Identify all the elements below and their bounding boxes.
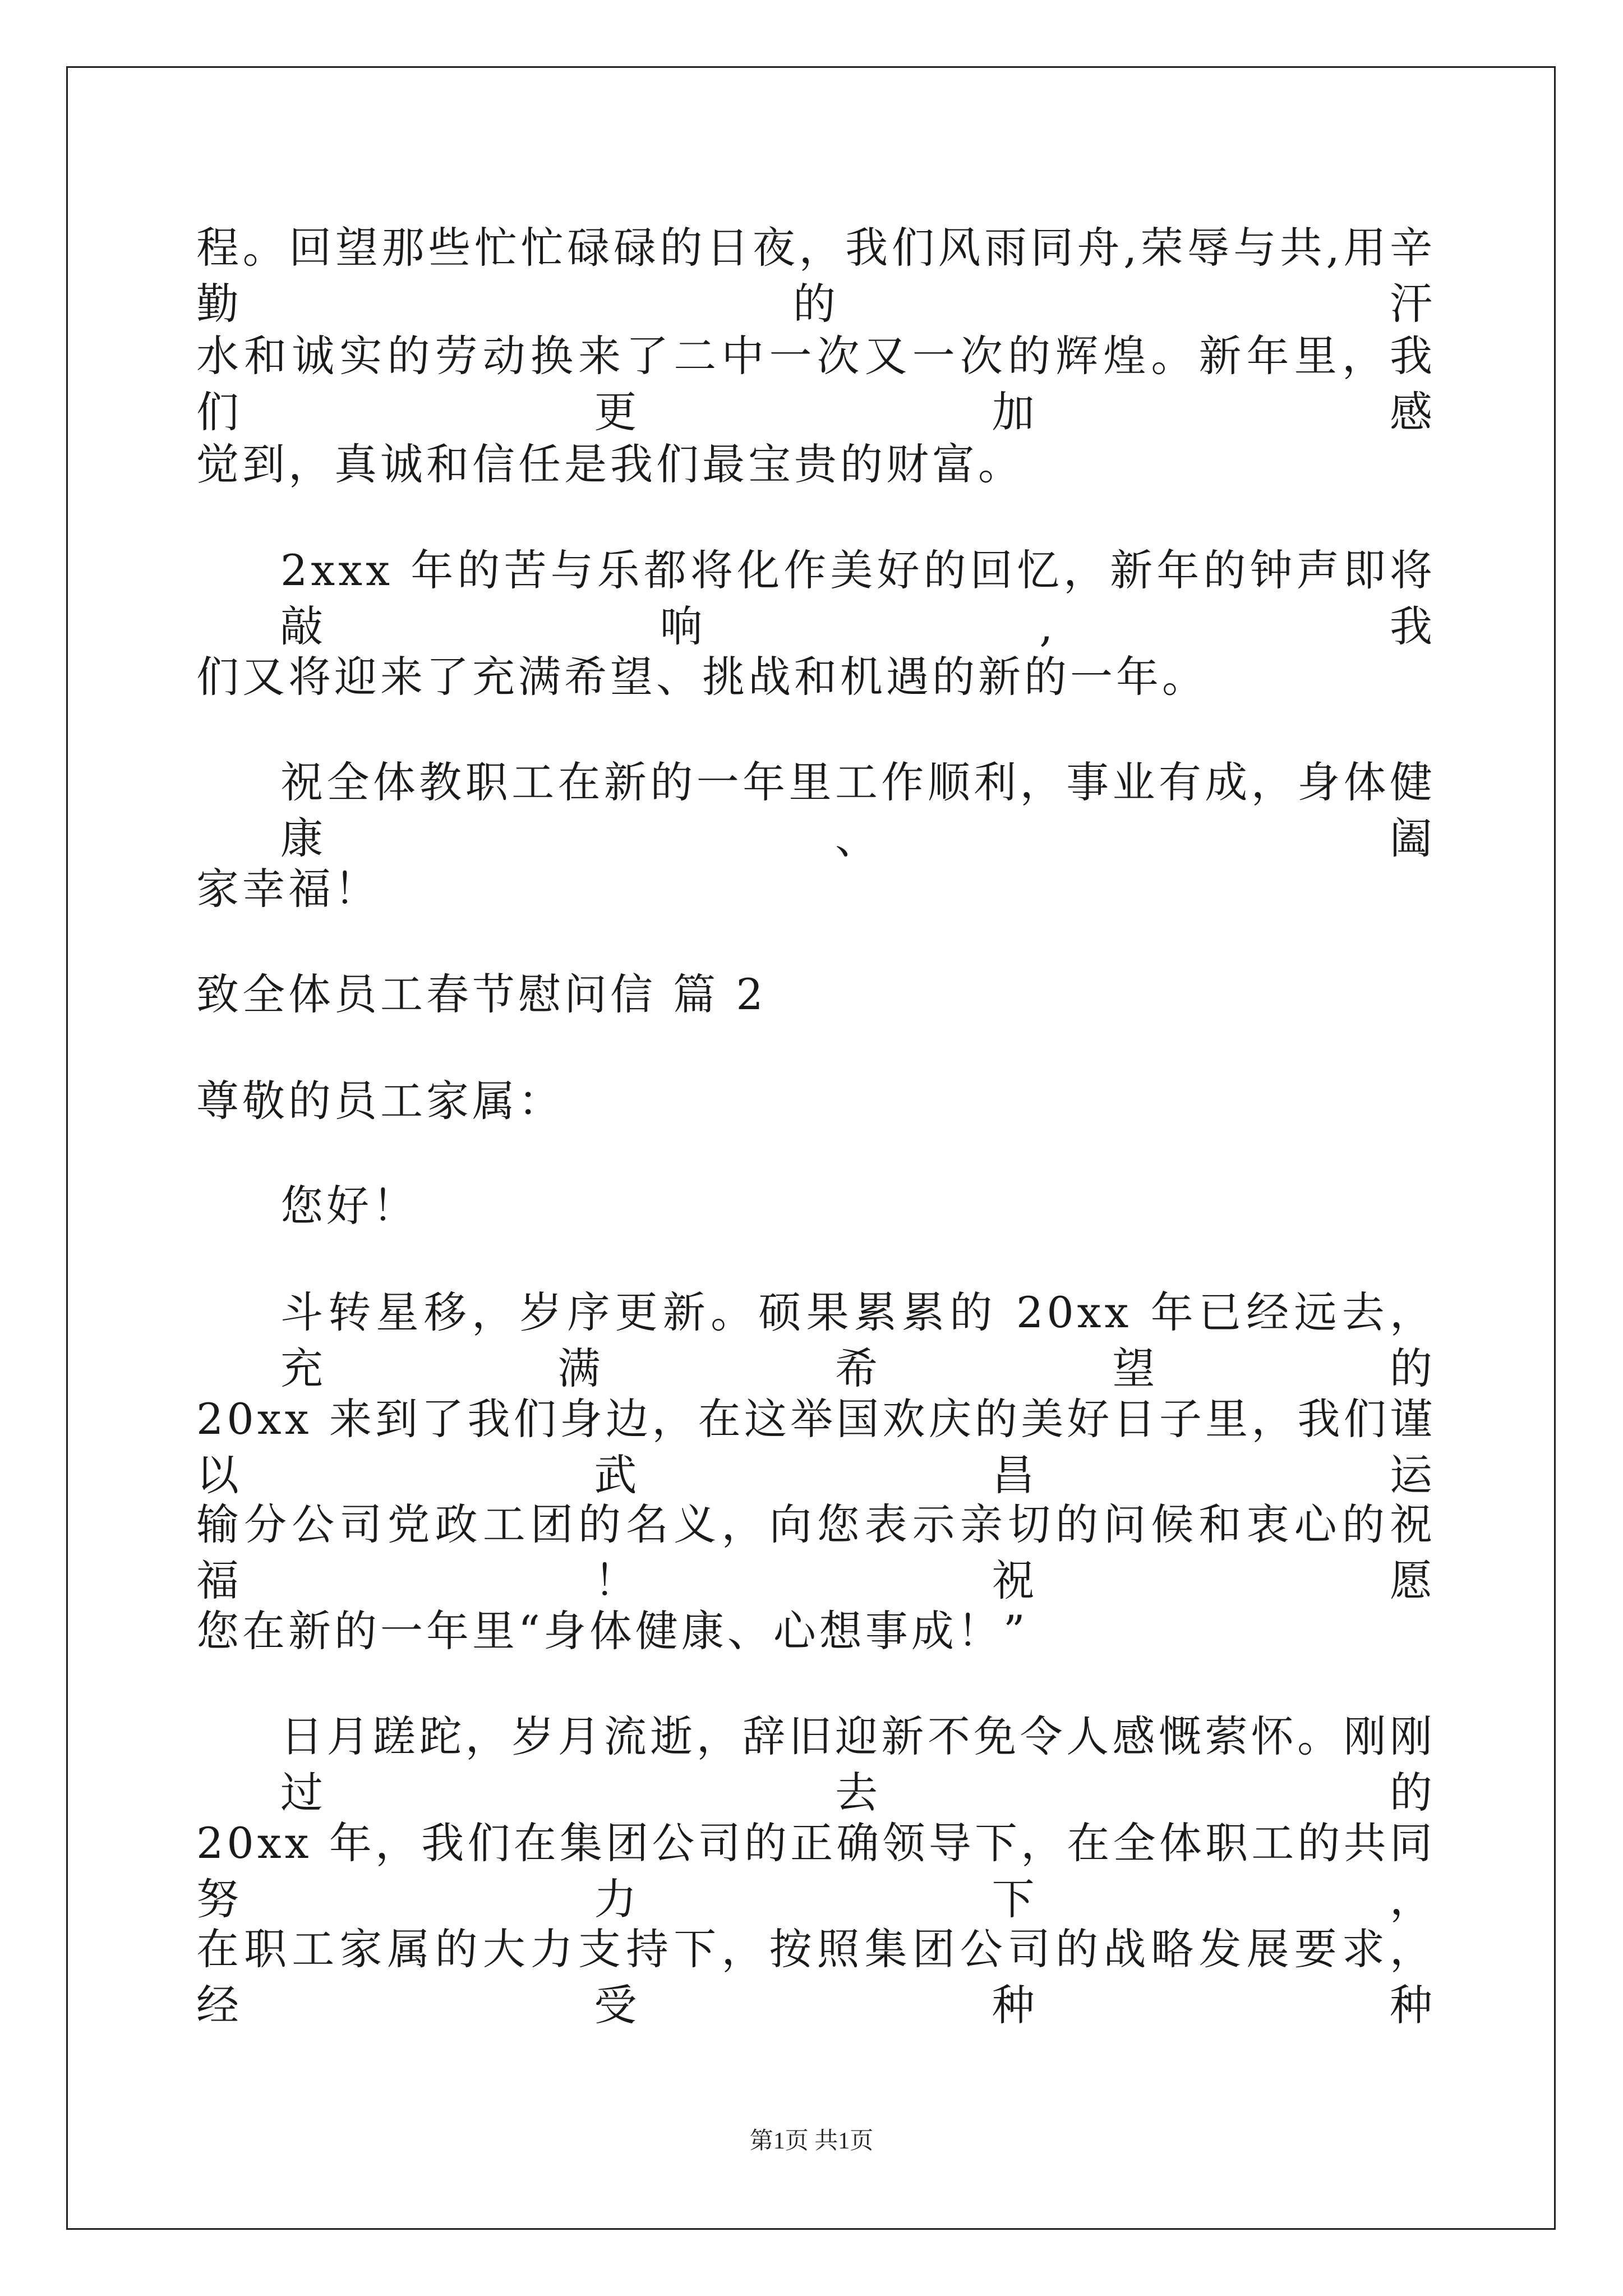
paragraph-5-line-1: 日月蹉跎，岁月流逝，辞旧迎新不免令人感慨萦怀。刚刚过去的 (280, 1711, 1436, 1818)
paragraph-1-line-1: 程。回望那些忙忙碌碌的日夜，我们风雨同舟,荣辱与共,用辛勤的汗 (196, 223, 1436, 329)
section-heading: 致全体员工春节慰问信 篇 2 (196, 969, 767, 1019)
paragraph-4-line-2: 20xx 来到了我们身边，在这举国欢庆的美好日子里，我们谨以武昌运 (196, 1394, 1436, 1500)
paragraph-3-line-1: 祝全体教职工在新的一年里工作顺利，事业有成，身体健康、阖 (280, 757, 1436, 863)
paragraph-1-line-3: 觉到，真诚和信任是我们最宝贵的财富。 (196, 439, 1024, 489)
paragraph-3-line-2: 家幸福！ (196, 864, 380, 914)
paragraph-1-line-2: 水和诚实的劳动换来了二中一次又一次的辉煌。新年里，我们更加感 (196, 331, 1436, 437)
paragraph-5-line-3: 在职工家属的大力支持下，按照集团公司的战略发展要求，经受种种 (196, 1924, 1436, 2030)
greeting: 您好！ (280, 1181, 418, 1231)
paragraph-2-line-1: 2xxx 年的苦与乐都将化作美好的回忆，新年的钟声即将敲响,我 (280, 545, 1436, 651)
paragraph-4-line-4: 您在新的一年里“身体健康、心想事成！” (196, 1606, 1029, 1656)
paragraph-5-line-2: 20xx 年，我们在集团公司的正确领导下，在全体职工的共同努力下， (196, 1818, 1436, 1924)
paragraph-4-line-1: 斗转星移，岁序更新。硕果累累的 20xx 年已经远去，充满希望的 (280, 1287, 1436, 1393)
salutation: 尊敬的员工家属： (196, 1076, 564, 1126)
paragraph-4-line-3: 输分公司党政工团的名义，向您表示亲切的问候和衷心的祝福！祝愿 (196, 1499, 1436, 1605)
paragraph-2-line-2: 们又将迎来了充满希望、挑战和机遇的新的一年。 (196, 652, 1208, 702)
page-number-footer: 第1页 共1页 (749, 2128, 874, 2154)
